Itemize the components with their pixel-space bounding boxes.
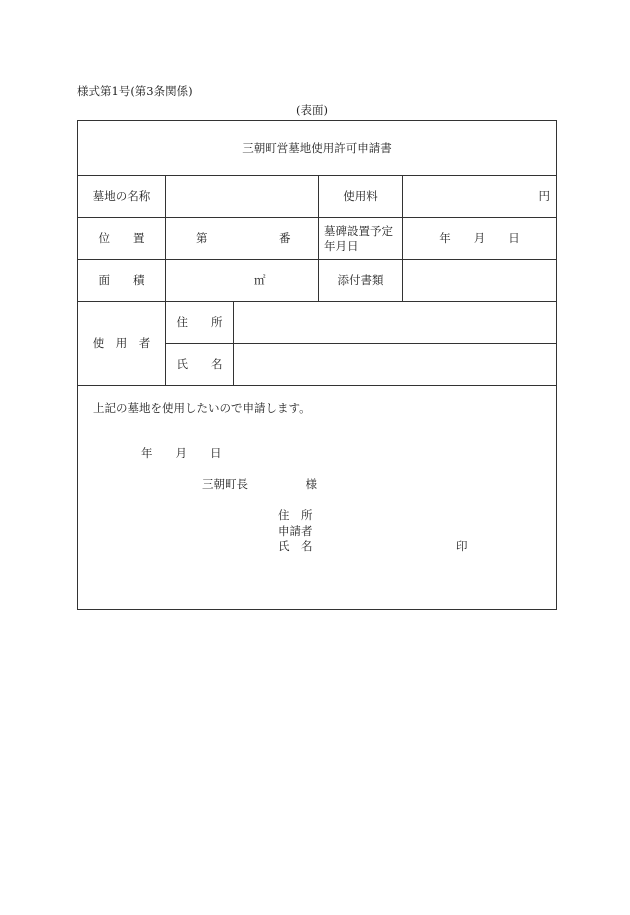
fee-field[interactable] xyxy=(403,176,556,217)
attachments-field[interactable] xyxy=(403,260,556,301)
monument-label-line-2: 年月日 xyxy=(324,238,359,253)
area-unit: ㎡ xyxy=(254,273,266,288)
monument-date-field[interactable]: 年 月 日 xyxy=(439,231,520,246)
user-address-field[interactable] xyxy=(234,302,556,343)
user-label: 使 用 者 xyxy=(92,336,151,351)
address-label: 住 所 xyxy=(176,315,223,330)
application-statement: 上記の墓地を使用したいので申請します。 xyxy=(93,401,311,415)
applicant-address-label: 住 所 xyxy=(278,508,313,522)
grave-name-label: 墓地の名称 xyxy=(92,189,151,204)
addressee: 三朝町長 様 xyxy=(202,477,317,491)
location-field[interactable] xyxy=(166,218,318,259)
location-label: 位 置 xyxy=(98,231,145,246)
form-title: 三朝町営墓地使用許可申請書 xyxy=(242,140,392,155)
side-label: (表面) xyxy=(296,103,328,117)
applicant-label: 申請者 xyxy=(278,524,313,538)
attachments-label: 添付書類 xyxy=(337,273,384,288)
form-number: 様式第1号(第3条関係) xyxy=(77,84,193,98)
fee-unit: 円 xyxy=(538,189,550,204)
monument-label-line-1: 墓碑設置予定 xyxy=(324,223,393,238)
monument-date-label xyxy=(319,218,402,259)
area-field[interactable] xyxy=(166,260,318,301)
application-date[interactable]: 年 月 日 xyxy=(141,446,222,460)
location-dai: 第 xyxy=(196,231,208,246)
user-name-field[interactable] xyxy=(234,344,556,385)
applicant-name-label: 氏 名 xyxy=(278,539,313,553)
location-ban: 番 xyxy=(279,231,291,246)
grave-name-field[interactable] xyxy=(166,176,318,217)
name-label: 氏 名 xyxy=(176,357,223,372)
area-label: 面 積 xyxy=(98,273,145,288)
seal-mark: 印 xyxy=(456,539,468,553)
fee-label: 使用料 xyxy=(343,189,378,204)
